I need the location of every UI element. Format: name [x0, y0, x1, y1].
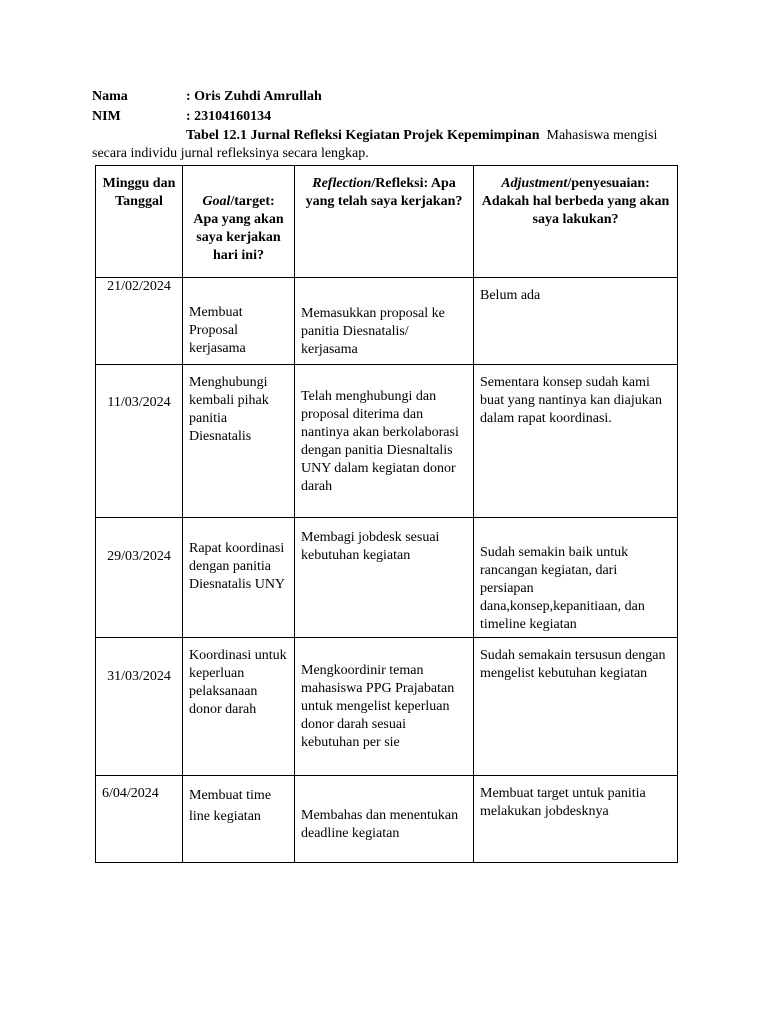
header-reflection-text: /Refleksi: Apa yang telah saya kerjakan?	[305, 176, 463, 209]
table-caption	[92, 127, 682, 163]
name-value: : Oris Zuhdi Amrullah	[186, 89, 322, 104]
reflection-journal-table	[95, 165, 678, 863]
header-adjustment-text: /penyesuaian: Adakah hal berbeda yang akan saya lakukan?	[481, 176, 670, 227]
date-cell: 21/02/2024	[96, 278, 183, 365]
table-row	[96, 278, 678, 365]
goal-cell: Membuat time line kegiatan	[183, 776, 295, 863]
goal-cell: Rapat koordinasi dengan panitia Diesnatalis UNY	[183, 518, 295, 638]
name-row	[92, 88, 322, 106]
goal-cell: Koordinasi untuk keperluan pelaksanaan donor darah	[183, 638, 295, 776]
reflection-cell: Membahas dan menentukan deadline kegiatan	[295, 776, 474, 863]
nim-value: : 23104160134	[186, 109, 272, 124]
table-row	[96, 365, 678, 518]
header-reflection	[295, 166, 474, 278]
nim-label: NIM	[92, 109, 121, 124]
date-cell: 31/03/2024	[96, 638, 183, 776]
date-cell: 11/03/2024	[96, 365, 183, 518]
table-header-row	[96, 166, 678, 278]
reflection-cell: Memasukkan proposal ke panitia Diesnatalis/ kerjasama	[295, 278, 474, 365]
adjustment-cell: Sudah semakain tersusun dengan mengelist kebutuhan kegiatan	[474, 638, 678, 776]
adjustment-cell: Sudah semakin baik untuk rancangan kegiatan, dari persiapan dana,konsep,kepanitiaan, dan timeline kegiatan	[474, 518, 678, 638]
header-adjustment-italic: Adjustment	[501, 176, 568, 191]
adjustment-cell: Membuat target untuk panitia melakukan jobdesknya	[474, 776, 678, 863]
header-goal	[183, 166, 295, 278]
table-row	[96, 518, 678, 638]
date-cell: 29/03/2024	[96, 518, 183, 638]
table-instruction: Mahasiswa mengisi secara individu jurnal refleksinya secara lengkap.	[92, 128, 658, 161]
table-row	[96, 776, 678, 863]
header-goal-italic: Goal	[202, 194, 231, 209]
date-cell: 6/04/2024	[96, 776, 183, 863]
header-goal-text: /target: Apa yang akan saya kerjakan hari ini?	[193, 194, 284, 263]
goal-cell: Menghubungi kembali pihak panitia Diesnatalis	[183, 365, 295, 518]
reflection-cell: Membagi jobdesk sesuai kebutuhan kegiatan	[295, 518, 474, 638]
name-label: Nama	[92, 89, 128, 104]
reflection-cell: Mengkoordinir teman mahasiswa PPG Prajabatan untuk mengelist keperluan donor darah sesuai kebutuhan per sie	[295, 638, 474, 776]
reflection-cell: Telah menghubungi dan proposal diterima dan nantinya akan berkolaborasi dengan panitia Diesnaltalis UNY dalam kegiatan donor darah	[295, 365, 474, 518]
adjustment-cell: Sementara konsep sudah kami buat yang nantinya kan diajukan dalam rapat koordinasi.	[474, 365, 678, 518]
header-adjustment	[474, 166, 678, 278]
adjustment-cell: Belum ada	[474, 278, 678, 365]
table-title: Tabel 12.1 Jurnal Refleksi Kegiatan Projek Kepemimpinan	[186, 128, 540, 143]
nim-row	[92, 108, 271, 126]
goal-cell: Membuat Proposal kerjasama	[183, 278, 295, 365]
header-week-date: Minggu dan Tanggal	[96, 166, 183, 278]
header-reflection-italic: Reflection	[312, 176, 372, 191]
table-row	[96, 638, 678, 776]
